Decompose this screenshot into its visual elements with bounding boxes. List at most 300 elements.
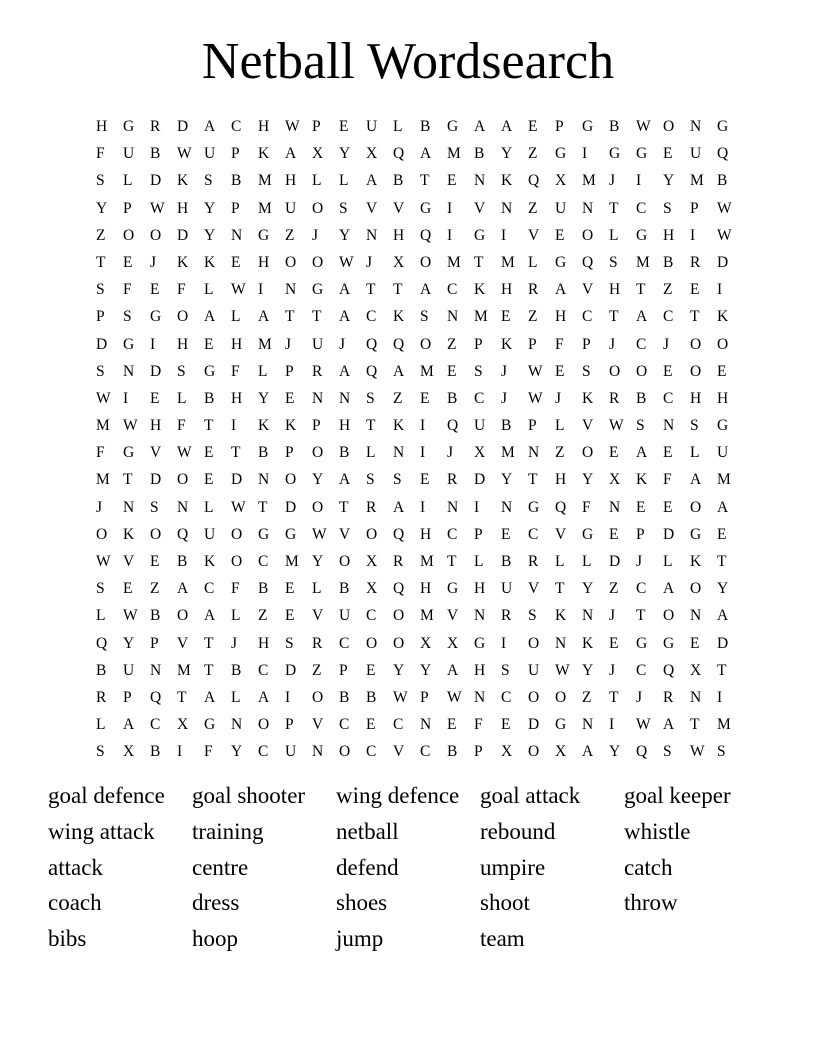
grid-cell[interactable]: E bbox=[717, 525, 727, 543]
grid-cell[interactable]: E bbox=[231, 253, 241, 271]
grid-cell[interactable]: X bbox=[420, 634, 432, 652]
grid-cell[interactable]: T bbox=[636, 607, 646, 625]
grid-cell[interactable]: K bbox=[258, 145, 270, 163]
grid-cell[interactable]: U bbox=[123, 145, 135, 163]
grid-cell[interactable]: E bbox=[501, 308, 511, 326]
grid-cell[interactable]: W bbox=[717, 199, 732, 217]
grid-cell[interactable]: O bbox=[177, 471, 189, 489]
grid-cell[interactable]: Q bbox=[420, 226, 432, 244]
grid-cell[interactable]: E bbox=[420, 389, 430, 407]
grid-cell[interactable]: U bbox=[474, 417, 486, 435]
grid-cell[interactable]: Y bbox=[204, 226, 216, 244]
grid-cell[interactable]: H bbox=[555, 308, 567, 326]
grid-cell[interactable]: X bbox=[690, 661, 702, 679]
grid-cell[interactable]: P bbox=[474, 335, 483, 353]
grid-cell[interactable]: W bbox=[123, 417, 138, 435]
grid-cell[interactable]: C bbox=[231, 118, 242, 135]
grid-cell[interactable]: O bbox=[393, 607, 405, 625]
grid-cell[interactable]: U bbox=[204, 525, 216, 543]
grid-cell[interactable]: Y bbox=[582, 580, 594, 598]
grid-cell[interactable]: V bbox=[393, 199, 405, 217]
grid-cell[interactable]: X bbox=[312, 145, 324, 163]
grid-cell[interactable]: L bbox=[123, 172, 133, 190]
grid-cell[interactable]: C bbox=[204, 580, 215, 598]
grid-cell[interactable]: P bbox=[96, 308, 105, 326]
grid-cell[interactable]: U bbox=[501, 580, 513, 598]
grid-cell[interactable]: N bbox=[123, 362, 135, 380]
grid-cell[interactable]: J bbox=[150, 253, 157, 271]
grid-cell[interactable]: A bbox=[339, 308, 351, 326]
grid-cell[interactable]: M bbox=[690, 172, 704, 190]
grid-cell[interactable]: W bbox=[636, 716, 651, 734]
grid-cell[interactable]: K bbox=[204, 553, 216, 570]
grid-cell[interactable]: E bbox=[447, 362, 457, 380]
grid-cell[interactable]: I bbox=[717, 281, 723, 299]
grid-cell[interactable]: J bbox=[663, 335, 670, 353]
grid-cell[interactable]: B bbox=[96, 661, 107, 679]
grid-cell[interactable]: A bbox=[339, 471, 351, 489]
grid-cell[interactable]: G bbox=[636, 145, 648, 163]
grid-cell[interactable]: X bbox=[555, 172, 567, 190]
grid-cell[interactable]: J bbox=[447, 444, 454, 462]
grid-cell[interactable]: N bbox=[582, 199, 594, 217]
grid-cell[interactable]: Z bbox=[96, 226, 106, 244]
grid-cell[interactable]: O bbox=[312, 444, 324, 462]
grid-cell[interactable]: U bbox=[204, 145, 216, 163]
grid-cell[interactable]: G bbox=[258, 525, 270, 543]
grid-cell[interactable]: O bbox=[150, 525, 162, 543]
grid-cell[interactable]: E bbox=[150, 553, 160, 570]
grid-cell[interactable]: V bbox=[366, 199, 378, 217]
grid-cell[interactable]: E bbox=[204, 444, 214, 462]
grid-cell[interactable]: T bbox=[420, 172, 430, 190]
grid-cell[interactable]: S bbox=[717, 743, 726, 761]
grid-cell[interactable]: M bbox=[447, 145, 461, 163]
grid-cell[interactable]: A bbox=[366, 172, 378, 190]
grid-cell[interactable]: O bbox=[339, 553, 351, 570]
grid-cell[interactable]: L bbox=[312, 580, 322, 598]
grid-cell[interactable]: I bbox=[258, 281, 264, 299]
grid-cell[interactable]: A bbox=[285, 145, 297, 163]
grid-cell[interactable]: A bbox=[123, 716, 135, 734]
grid-cell[interactable]: A bbox=[447, 661, 459, 679]
grid-cell[interactable]: T bbox=[339, 498, 349, 516]
grid-cell[interactable]: W bbox=[528, 389, 543, 407]
grid-cell[interactable]: J bbox=[285, 335, 292, 353]
grid-cell[interactable]: O bbox=[690, 362, 702, 380]
grid-cell[interactable]: G bbox=[123, 118, 135, 135]
grid-cell[interactable]: V bbox=[150, 444, 162, 462]
grid-cell[interactable]: D bbox=[717, 634, 729, 652]
grid-cell[interactable]: G bbox=[582, 525, 594, 543]
grid-cell[interactable]: N bbox=[258, 471, 270, 489]
grid-cell[interactable]: D bbox=[663, 525, 675, 543]
grid-cell[interactable]: Z bbox=[150, 580, 160, 598]
grid-cell[interactable]: Q bbox=[150, 688, 162, 706]
grid-cell[interactable]: M bbox=[258, 199, 272, 217]
grid-cell[interactable]: K bbox=[123, 525, 135, 543]
grid-cell[interactable]: N bbox=[339, 389, 351, 407]
grid-cell[interactable]: F bbox=[123, 281, 132, 299]
grid-cell[interactable]: P bbox=[231, 199, 240, 217]
grid-cell[interactable]: E bbox=[447, 716, 457, 734]
grid-cell[interactable]: H bbox=[555, 471, 567, 489]
grid-cell[interactable]: Y bbox=[96, 199, 108, 217]
grid-cell[interactable]: E bbox=[204, 335, 214, 353]
grid-cell[interactable]: P bbox=[231, 145, 240, 163]
grid-cell[interactable]: E bbox=[663, 498, 673, 516]
grid-cell[interactable]: E bbox=[528, 118, 538, 135]
grid-cell[interactable]: N bbox=[501, 199, 513, 217]
grid-cell[interactable]: Y bbox=[501, 471, 513, 489]
grid-cell[interactable]: S bbox=[96, 743, 105, 761]
grid-cell[interactable]: X bbox=[366, 145, 378, 163]
grid-cell[interactable]: O bbox=[420, 253, 432, 271]
grid-cell[interactable]: L bbox=[663, 553, 673, 570]
grid-cell[interactable]: S bbox=[420, 308, 429, 326]
grid-cell[interactable]: P bbox=[528, 335, 537, 353]
grid-cell[interactable]: B bbox=[204, 389, 215, 407]
grid-cell[interactable]: N bbox=[474, 172, 486, 190]
grid-cell[interactable]: L bbox=[258, 362, 268, 380]
grid-cell[interactable]: S bbox=[96, 172, 105, 190]
grid-cell[interactable]: F bbox=[177, 281, 186, 299]
grid-cell[interactable]: K bbox=[501, 172, 513, 190]
grid-cell[interactable]: W bbox=[717, 226, 732, 244]
grid-cell[interactable]: E bbox=[555, 362, 565, 380]
grid-cell[interactable]: M bbox=[420, 362, 434, 380]
grid-cell[interactable]: Z bbox=[312, 661, 322, 679]
grid-cell[interactable]: W bbox=[690, 743, 705, 761]
grid-cell[interactable]: Y bbox=[339, 226, 351, 244]
grid-cell[interactable]: I bbox=[690, 226, 696, 244]
grid-cell[interactable]: G bbox=[717, 118, 729, 135]
grid-cell[interactable]: I bbox=[420, 498, 426, 516]
grid-cell[interactable]: S bbox=[528, 607, 537, 625]
grid-cell[interactable]: A bbox=[393, 498, 405, 516]
grid-cell[interactable]: I bbox=[717, 688, 723, 706]
grid-cell[interactable]: S bbox=[150, 498, 159, 516]
grid-cell[interactable]: B bbox=[339, 444, 350, 462]
grid-cell[interactable]: I bbox=[123, 389, 129, 407]
grid-cell[interactable]: S bbox=[177, 362, 186, 380]
grid-cell[interactable]: C bbox=[447, 525, 458, 543]
grid-cell[interactable]: P bbox=[420, 688, 429, 706]
grid-cell[interactable]: A bbox=[177, 580, 189, 598]
grid-cell[interactable]: O bbox=[366, 525, 378, 543]
grid-cell[interactable]: E bbox=[150, 389, 160, 407]
grid-cell[interactable]: N bbox=[393, 444, 405, 462]
grid-cell[interactable]: J bbox=[312, 226, 319, 244]
grid-cell[interactable]: A bbox=[690, 471, 702, 489]
grid-cell[interactable]: E bbox=[285, 389, 295, 407]
grid-cell[interactable]: J bbox=[609, 335, 616, 353]
grid-cell[interactable]: W bbox=[123, 607, 138, 625]
grid-cell[interactable]: X bbox=[366, 553, 378, 570]
grid-cell[interactable]: T bbox=[609, 199, 619, 217]
grid-cell[interactable]: I bbox=[420, 444, 426, 462]
grid-cell[interactable]: Z bbox=[609, 580, 619, 598]
grid-cell[interactable]: O bbox=[258, 716, 270, 734]
grid-cell[interactable]: T bbox=[609, 308, 619, 326]
grid-cell[interactable]: X bbox=[366, 580, 378, 598]
grid-cell[interactable]: C bbox=[636, 661, 647, 679]
grid-cell[interactable]: Y bbox=[420, 661, 432, 679]
grid-cell[interactable]: T bbox=[312, 308, 322, 326]
grid-cell[interactable]: O bbox=[366, 634, 378, 652]
grid-cell[interactable]: X bbox=[447, 634, 459, 652]
grid-cell[interactable]: C bbox=[258, 661, 269, 679]
grid-cell[interactable]: J bbox=[609, 607, 616, 625]
grid-cell[interactable]: O bbox=[393, 634, 405, 652]
grid-cell[interactable]: J bbox=[501, 362, 508, 380]
grid-cell[interactable]: T bbox=[366, 417, 376, 435]
grid-cell[interactable]: F bbox=[555, 335, 564, 353]
grid-cell[interactable]: P bbox=[285, 716, 294, 734]
grid-cell[interactable]: I bbox=[609, 716, 615, 734]
grid-cell[interactable]: M bbox=[96, 417, 110, 435]
grid-cell[interactable]: Z bbox=[258, 607, 268, 625]
grid-cell[interactable]: W bbox=[150, 199, 165, 217]
grid-cell[interactable]: A bbox=[204, 118, 216, 135]
grid-cell[interactable]: M bbox=[501, 444, 515, 462]
grid-cell[interactable]: N bbox=[582, 716, 594, 734]
grid-cell[interactable]: S bbox=[636, 417, 645, 435]
grid-cell[interactable]: U bbox=[528, 661, 540, 679]
grid-cell[interactable]: P bbox=[636, 525, 645, 543]
grid-cell[interactable]: Y bbox=[258, 389, 270, 407]
grid-cell[interactable]: G bbox=[285, 525, 297, 543]
grid-cell[interactable]: L bbox=[474, 553, 484, 570]
grid-cell[interactable]: I bbox=[231, 417, 237, 435]
grid-cell[interactable]: S bbox=[96, 580, 105, 598]
grid-cell[interactable]: H bbox=[717, 389, 729, 407]
grid-cell[interactable]: H bbox=[177, 335, 189, 353]
grid-cell[interactable]: R bbox=[96, 688, 107, 706]
grid-cell[interactable]: Y bbox=[582, 661, 594, 679]
grid-cell[interactable]: S bbox=[366, 471, 375, 489]
grid-cell[interactable]: U bbox=[366, 118, 378, 135]
grid-cell[interactable]: T bbox=[204, 661, 214, 679]
grid-cell[interactable]: C bbox=[501, 688, 512, 706]
grid-cell[interactable]: Q bbox=[528, 172, 540, 190]
grid-cell[interactable]: E bbox=[285, 607, 295, 625]
grid-cell[interactable]: G bbox=[258, 226, 270, 244]
grid-cell[interactable]: N bbox=[582, 607, 594, 625]
grid-cell[interactable]: K bbox=[690, 553, 702, 570]
grid-cell[interactable]: R bbox=[501, 607, 512, 625]
grid-cell[interactable]: I bbox=[285, 688, 291, 706]
grid-cell[interactable]: P bbox=[690, 199, 699, 217]
grid-cell[interactable]: H bbox=[150, 417, 162, 435]
grid-cell[interactable]: T bbox=[96, 253, 106, 271]
grid-cell[interactable]: L bbox=[177, 389, 187, 407]
grid-cell[interactable]: C bbox=[663, 308, 674, 326]
grid-cell[interactable]: H bbox=[501, 281, 513, 299]
grid-cell[interactable]: B bbox=[663, 253, 674, 271]
grid-cell[interactable]: J bbox=[231, 634, 238, 652]
grid-cell[interactable]: U bbox=[285, 743, 297, 761]
grid-cell[interactable]: K bbox=[717, 308, 729, 326]
grid-cell[interactable]: U bbox=[312, 335, 324, 353]
grid-cell[interactable]: D bbox=[285, 661, 297, 679]
grid-cell[interactable]: D bbox=[177, 226, 189, 244]
grid-cell[interactable]: I bbox=[447, 226, 453, 244]
grid-cell[interactable]: K bbox=[393, 417, 405, 435]
grid-cell[interactable]: G bbox=[528, 498, 540, 516]
grid-cell[interactable]: I bbox=[582, 145, 588, 163]
grid-cell[interactable]: Q bbox=[636, 743, 648, 761]
grid-cell[interactable]: O bbox=[690, 580, 702, 598]
grid-cell[interactable]: N bbox=[231, 226, 243, 244]
grid-cell[interactable]: S bbox=[690, 417, 699, 435]
grid-cell[interactable]: C bbox=[528, 525, 539, 543]
grid-cell[interactable]: K bbox=[177, 253, 189, 271]
grid-cell[interactable]: O bbox=[312, 253, 324, 271]
grid-cell[interactable]: Q bbox=[663, 661, 675, 679]
grid-cell[interactable]: M bbox=[258, 335, 272, 353]
grid-cell[interactable]: N bbox=[501, 498, 513, 516]
grid-cell[interactable]: Y bbox=[717, 580, 729, 598]
grid-cell[interactable]: G bbox=[474, 226, 486, 244]
grid-cell[interactable]: Y bbox=[609, 743, 621, 761]
grid-cell[interactable]: Z bbox=[582, 688, 592, 706]
grid-cell[interactable]: Z bbox=[393, 389, 403, 407]
grid-cell[interactable]: A bbox=[663, 716, 675, 734]
grid-cell[interactable]: I bbox=[150, 335, 156, 353]
grid-cell[interactable]: L bbox=[339, 172, 349, 190]
grid-cell[interactable]: M bbox=[636, 253, 650, 271]
grid-cell[interactable]: Y bbox=[123, 634, 135, 652]
grid-cell[interactable]: Y bbox=[312, 553, 324, 570]
grid-cell[interactable]: Z bbox=[663, 281, 673, 299]
grid-cell[interactable]: T bbox=[717, 661, 727, 679]
grid-cell[interactable]: B bbox=[420, 118, 431, 135]
grid-cell[interactable]: B bbox=[447, 389, 458, 407]
grid-cell[interactable]: S bbox=[339, 199, 348, 217]
grid-cell[interactable]: F bbox=[177, 417, 186, 435]
grid-cell[interactable]: S bbox=[96, 362, 105, 380]
grid-cell[interactable]: T bbox=[366, 281, 376, 299]
grid-cell[interactable]: M bbox=[96, 471, 110, 489]
grid-cell[interactable]: M bbox=[285, 553, 299, 570]
grid-cell[interactable]: T bbox=[231, 444, 241, 462]
grid-cell[interactable]: V bbox=[555, 525, 567, 543]
grid-cell[interactable]: G bbox=[447, 580, 459, 598]
grid-cell[interactable]: B bbox=[150, 145, 161, 163]
grid-cell[interactable]: W bbox=[447, 688, 462, 706]
grid-cell[interactable]: H bbox=[690, 389, 702, 407]
grid-cell[interactable]: N bbox=[420, 716, 432, 734]
grid-cell[interactable]: O bbox=[339, 743, 351, 761]
grid-cell[interactable]: G bbox=[636, 226, 648, 244]
grid-cell[interactable]: F bbox=[231, 580, 240, 598]
grid-cell[interactable]: E bbox=[501, 716, 511, 734]
grid-cell[interactable]: D bbox=[285, 498, 297, 516]
grid-cell[interactable]: C bbox=[150, 716, 161, 734]
grid-cell[interactable]: Q bbox=[393, 335, 405, 353]
grid-cell[interactable]: O bbox=[663, 607, 675, 625]
grid-cell[interactable]: W bbox=[609, 417, 624, 435]
grid-cell[interactable]: Z bbox=[285, 226, 295, 244]
grid-cell[interactable]: M bbox=[447, 253, 461, 271]
grid-cell[interactable]: D bbox=[177, 118, 189, 135]
grid-cell[interactable]: S bbox=[663, 743, 672, 761]
grid-cell[interactable]: L bbox=[393, 118, 403, 135]
grid-cell[interactable]: R bbox=[366, 498, 377, 516]
grid-cell[interactable]: G bbox=[204, 716, 216, 734]
grid-cell[interactable]: E bbox=[204, 471, 214, 489]
grid-cell[interactable]: L bbox=[231, 688, 241, 706]
grid-cell[interactable]: W bbox=[96, 389, 111, 407]
grid-cell[interactable]: O bbox=[177, 308, 189, 326]
grid-cell[interactable]: H bbox=[96, 118, 108, 135]
grid-cell[interactable]: D bbox=[609, 553, 621, 570]
grid-cell[interactable]: Q bbox=[717, 145, 729, 163]
grid-cell[interactable]: Q bbox=[447, 417, 459, 435]
grid-cell[interactable]: V bbox=[339, 525, 351, 543]
grid-cell[interactable]: H bbox=[231, 389, 243, 407]
grid-cell[interactable]: C bbox=[663, 389, 674, 407]
grid-cell[interactable]: T bbox=[177, 688, 187, 706]
grid-cell[interactable]: E bbox=[123, 580, 133, 598]
grid-cell[interactable]: F bbox=[474, 716, 483, 734]
grid-cell[interactable]: N bbox=[150, 661, 162, 679]
grid-cell[interactable]: X bbox=[123, 743, 135, 761]
grid-cell[interactable]: G bbox=[555, 253, 567, 271]
grid-cell[interactable]: P bbox=[312, 417, 321, 435]
grid-cell[interactable]: Q bbox=[96, 634, 108, 652]
grid-cell[interactable]: F bbox=[663, 471, 672, 489]
grid-cell[interactable]: L bbox=[609, 226, 619, 244]
grid-cell[interactable]: X bbox=[177, 716, 189, 734]
grid-cell[interactable]: L bbox=[690, 444, 700, 462]
grid-cell[interactable]: S bbox=[393, 471, 402, 489]
grid-cell[interactable]: E bbox=[636, 498, 646, 516]
grid-cell[interactable]: O bbox=[231, 525, 243, 543]
grid-cell[interactable]: U bbox=[717, 444, 729, 462]
grid-cell[interactable]: H bbox=[393, 226, 405, 244]
grid-cell[interactable]: K bbox=[636, 471, 648, 489]
grid-cell[interactable]: A bbox=[204, 308, 216, 326]
grid-cell[interactable]: A bbox=[204, 688, 216, 706]
grid-cell[interactable]: J bbox=[339, 335, 346, 353]
grid-cell[interactable]: B bbox=[231, 172, 242, 190]
grid-cell[interactable]: V bbox=[582, 281, 594, 299]
grid-cell[interactable]: S bbox=[474, 362, 483, 380]
grid-cell[interactable]: A bbox=[339, 281, 351, 299]
grid-cell[interactable]: O bbox=[636, 362, 648, 380]
grid-cell[interactable]: O bbox=[312, 199, 324, 217]
grid-cell[interactable]: B bbox=[474, 145, 485, 163]
grid-cell[interactable]: M bbox=[420, 553, 434, 570]
grid-cell[interactable]: C bbox=[393, 716, 404, 734]
grid-cell[interactable]: R bbox=[447, 471, 458, 489]
grid-cell[interactable]: T bbox=[447, 553, 457, 570]
grid-cell[interactable]: S bbox=[609, 253, 618, 271]
grid-cell[interactable]: L bbox=[96, 716, 106, 734]
grid-cell[interactable]: Q bbox=[393, 580, 405, 598]
grid-cell[interactable]: G bbox=[582, 118, 594, 135]
grid-cell[interactable]: O bbox=[528, 634, 540, 652]
grid-cell[interactable]: B bbox=[609, 118, 620, 135]
grid-cell[interactable]: O bbox=[285, 253, 297, 271]
grid-cell[interactable]: N bbox=[366, 226, 378, 244]
grid-cell[interactable]: X bbox=[501, 743, 513, 761]
grid-cell[interactable]: K bbox=[177, 172, 189, 190]
grid-cell[interactable]: G bbox=[447, 118, 459, 135]
grid-cell[interactable]: X bbox=[474, 444, 486, 462]
